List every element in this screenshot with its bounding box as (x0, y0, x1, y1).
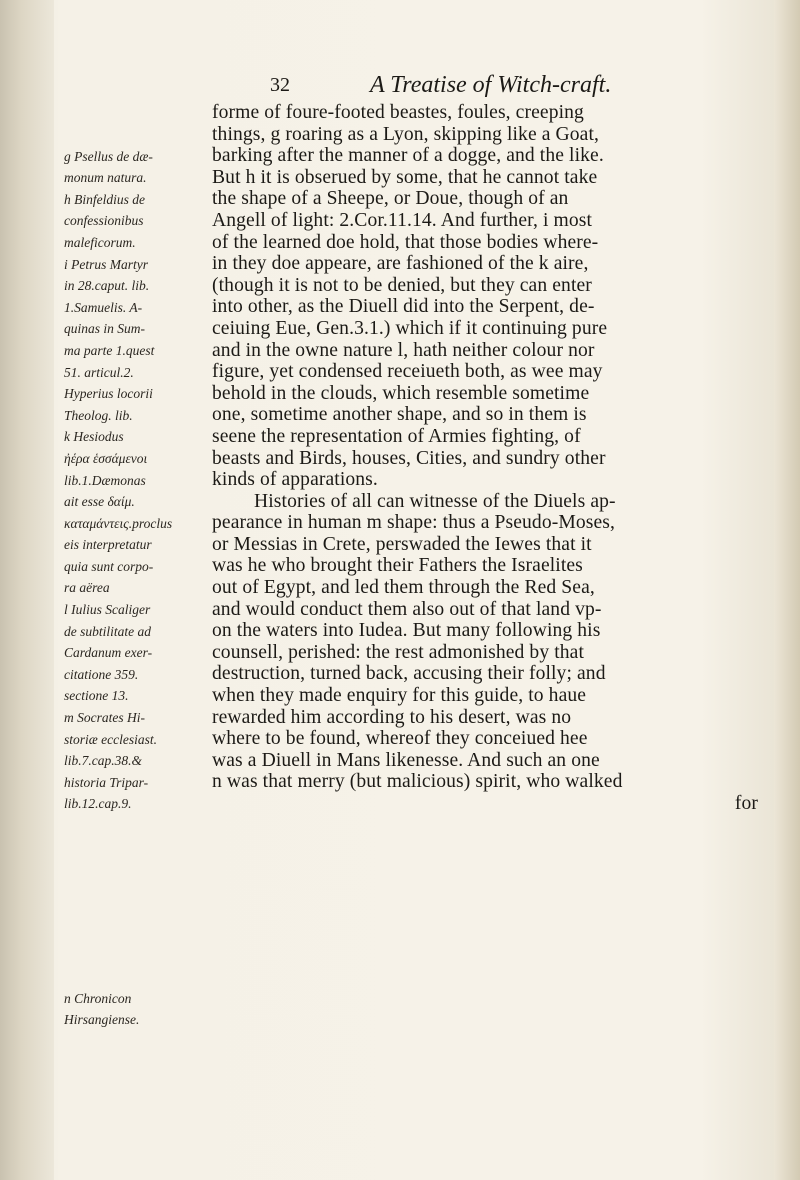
margin-note: storiæ ecclesiast. (64, 731, 157, 747)
margin-note: historia Tripar- (64, 774, 149, 790)
body-line: was a Diuell in Mans likenesse. And such an one (212, 749, 600, 771)
margin-note (64, 901, 214, 923)
body-line: pearance in human m shape: thus a Pseudo-Moses, (212, 512, 616, 534)
body-line: was he who brought their Fathers the Israelites (212, 555, 583, 577)
margin-note: g Psellus de dæ- (64, 148, 153, 164)
margin-note: quia sunt corpo- (64, 558, 154, 574)
running-title: A Treatise of Witch-craft. (370, 72, 612, 98)
margin-note (64, 837, 214, 859)
body-line: But h it is obserued by some, that he cannot take (212, 166, 598, 188)
body-line: things, g roaring as a Lyon, skipping like a Goat, (212, 123, 600, 145)
marginal-notes (64, 124, 214, 1031)
margin-note: de subtilitate ad (64, 623, 151, 639)
margin-note: ra aërea (64, 580, 110, 596)
body-line: the shape of a Sheepe, or Doue, though of an (212, 188, 569, 210)
body-line: barking after the manner of a dogge, and the like. (212, 145, 604, 167)
body-line: of the learned doe hold, that those bodies where- (212, 231, 599, 253)
margin-note (64, 124, 214, 146)
margin-note: n Chronicon (64, 990, 132, 1006)
margin-note: ma parte 1.quest (64, 342, 155, 358)
margin-note: sectione 13. (64, 688, 129, 704)
body-line: Histories of all can witnesse of the Diuels ap- (254, 490, 616, 512)
margin-note: Theolog. lib. (64, 407, 133, 423)
margin-note (64, 966, 214, 988)
body-line: kinds of apparations. (212, 469, 378, 491)
body-line: in they doe appeare, are fashioned of the k aire, (212, 253, 589, 275)
margin-note: Hirsangiense. (64, 1012, 140, 1028)
margin-note: i Petrus Martyr (64, 256, 148, 272)
body-line: Angell of light: 2.Cor.11.14. And further, i most (212, 209, 593, 231)
margin-note: monum natura. (64, 170, 147, 186)
body-line: counsell, perished: the rest admonished by that (212, 641, 584, 663)
running-header (270, 74, 730, 102)
margin-note (64, 923, 214, 945)
margin-note: 51. articul.2. (64, 364, 134, 380)
body-line: forme of foure-footed beastes, foules, creeping (212, 102, 584, 123)
margin-note: καταμάντεις.proclus (64, 515, 173, 531)
margin-note: Cardanum exer- (64, 645, 153, 661)
body-line: rewarded him according to his desert, was no (212, 706, 572, 728)
body-line: n was that merry (but malicious) spirit, who walked (212, 771, 623, 793)
margin-note: lib.12.cap.9. (64, 796, 132, 812)
margin-note: maleficorum. (64, 234, 136, 250)
page-number: 32 (270, 74, 290, 96)
body-line: on the waters into Iudea. But many following his (212, 620, 601, 642)
body-line: seene the representation of Armies fighting, of (212, 425, 581, 447)
margin-note: quinas in Sum- (64, 321, 145, 337)
body-line: and in the owne nature l, hath neither colour nor (212, 339, 595, 361)
margin-note: 1.Samuelis. A- (64, 299, 143, 315)
margin-note: ἠέρα ἑσσάμενοι (64, 450, 148, 466)
margin-note (64, 858, 214, 880)
margin-note: h Binfeldius de (64, 191, 145, 207)
body-line: or Messias in Crete, perswaded the Iewes that it (212, 533, 592, 555)
body-text (212, 102, 778, 815)
body-line: behold in the clouds, which resemble sometime (212, 382, 590, 404)
margin-note: l Iulius Scaliger (64, 602, 151, 618)
margin-note: in 28.caput. lib. (64, 278, 150, 294)
margin-note: lib.7.cap.38.& (64, 753, 142, 769)
catchword: for (734, 793, 758, 814)
body-line: ceiuing Eue, Gen.3.1.) which if it continuing pure (212, 317, 608, 339)
margin-note: m Socrates Hi- (64, 710, 145, 726)
body-line: destruction, turned back, accusing their folly; and (212, 663, 606, 685)
margin-note: Hyperius locorii (64, 386, 153, 402)
binding-gutter (0, 0, 54, 1180)
body-line: one, sometime another shape, and so in them is (212, 404, 587, 426)
body-line: into other, as the Diuell did into the Serpent, de- (212, 296, 595, 318)
body-line: where to be found, whereof they conceiued hee (212, 728, 588, 750)
body-line: beasts and Birds, houses, Cities, and sundry other (212, 447, 606, 469)
margin-note (64, 815, 214, 837)
body-line: figure, yet condensed receiueth both, as wee may (212, 361, 603, 383)
margin-note: eis interpretatur (64, 537, 152, 553)
margin-note: confessionibus (64, 213, 144, 229)
body-line: out of Egypt, and led them through the Red Sea, (212, 577, 595, 599)
margin-note (64, 880, 214, 902)
margin-note: citatione 359. (64, 666, 139, 682)
margin-note: lib.1.Dæmonas (64, 472, 146, 488)
margin-note (64, 945, 214, 967)
margin-note: ait esse δαίμ. (64, 494, 135, 510)
body-line: and would conduct them also out of that land vp- (212, 598, 602, 620)
margin-note: k Hesiodus (64, 429, 124, 445)
body-line: when they made enquiry for this guide, to haue (212, 685, 587, 707)
body-line: (though it is not to be denied, but they can enter (212, 274, 592, 296)
